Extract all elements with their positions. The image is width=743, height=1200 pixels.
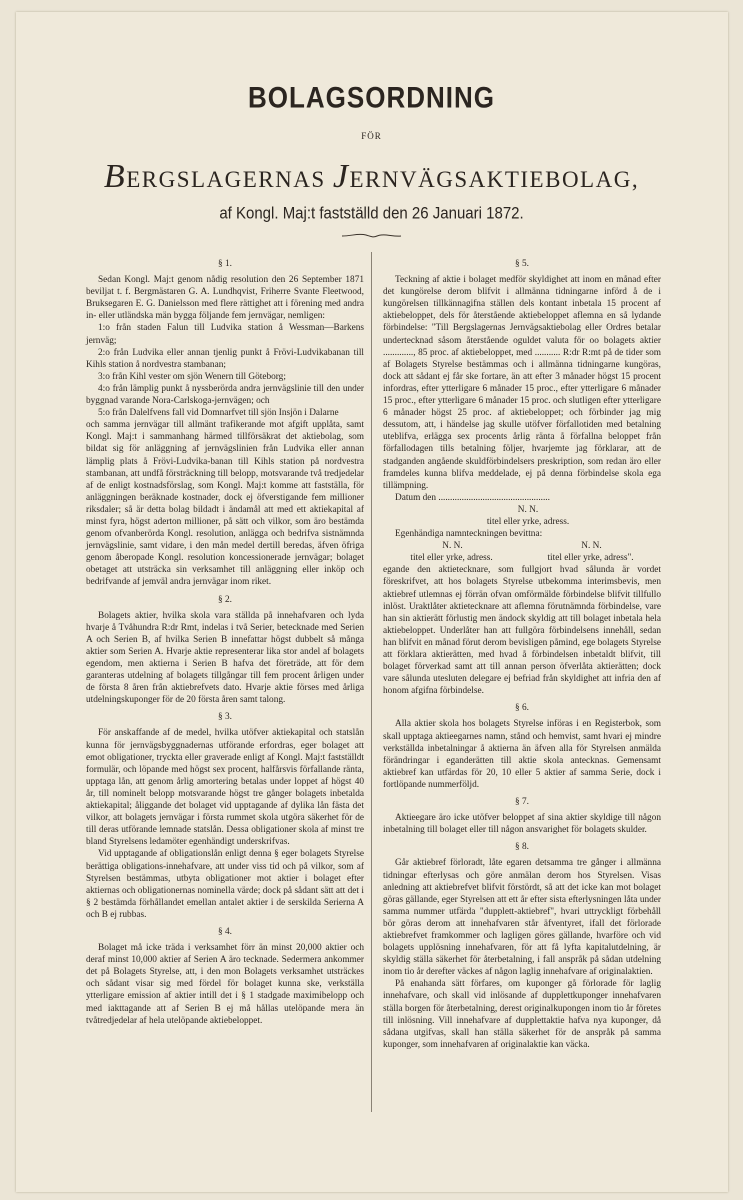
witness-label: Egenhändiga namnteckningen bevittna:: [395, 529, 543, 540]
witness-titles: [383, 552, 661, 564]
section-heading: § 2.: [218, 594, 232, 605]
section-heading: § 3.: [218, 712, 232, 723]
paragraph: Går aktiebref förloradt, låte egaren detsamma tre gånger i allmänna tidningar efterlysas och göre anmälan derom hos Styrelsen. Visas anledning att aktiebrefvet blifvit förstördt, så att det icke kan mot bolaget göras gällande, eger Styrelsen att ett år efter sista efterlysningen låta under samma nummer utfärda "dupplett-aktiebref", hvari uttryckligt förbehåll bör göras derom att innehafvaren står äfventyret, ifall det förlorade aktiebrefvet framkommer och lagligen göres gällande, hvarföre och vid bolagets upplösning innehafvaren, för att få lyfta kapitalutdelning, är skyldig ställa säkerhet för återbetalning, i fall anspråk på sådan utdelning inom tio år derefter väckes af någon laglig innehafvare af originalaktien.: [383, 858, 661, 978]
paragraph: Vid upptagande af obligationslån enligt denna § eger bolagets Styrelse berättiga obligations-innehafvare, att under viss tid och på vilkor, som af Styrelsen bestämmas, utbyta obligationer mot aktier i bolaget efter aktiernas och obligationernas nominella värde; dock på sådant sätt att det i § 2 bestämda förhållandet emellan antalet aktier i de serskilda Serierna A och B ej rubbas.: [86, 849, 364, 920]
list-item: 5:o från Dalelfvens fall vid Domnarfvet till sjön Insjön i Dalarne: [98, 408, 339, 419]
witness-title: titel eller yrke, adress.: [410, 553, 493, 564]
for-label: FÖR: [361, 131, 382, 141]
company-initial-b: B: [103, 158, 127, 195]
paragraph: Aktieegare äro icke utöfver beloppet af sina aktier skyldige till någon inbetalning till bolaget eller till någon ansvarighet för bolagets skulder.: [383, 813, 661, 836]
document-title: BOLAGSORDNING: [248, 79, 495, 115]
signature-name: N. N.: [517, 504, 539, 515]
right-column: [383, 253, 661, 1051]
paragraph: Bolaget må icke träda i verksamhet förr än minst 20,000 aktier och deraf minst 10,000 aktier af Serien A äro tecknade. Sedermera ankommer det på Bolagets Styrelse, att, i den mon Bolagets verksamhet utsträckes och sådant visar sig med fördel för bolaget kunna ske, verkställa ytterligare emission af aktier intill det i § 1 stadgade maximibelopp och med iakttagande att af Serien B ej må hållas utelöpande mera än tvåtredjedelar af hela utelöpande aktiebeloppet.: [86, 943, 364, 1026]
paragraph: egande den aktietecknare, som fullgjort hvad sålunda är vordet föreskrifvet, att hos bolagets Styrelse utbekomma interimsbevis, men aktiebref utlemnas ej förrän ofvan omförmälde förbindelse blifvit tillfullo inlöst. Uraktlåter aktietecknare att aflemna förutnämnda förbindelse, vare han sin aktierätt förlustig men ändock skyldig att till bolaget inbetala hela aktiebeloppet. Underlåter han att fullgöra förbindelsens innehåll, sedan han blifvit en månad förut derom bevisligen påmind, ege bolagets Styrelse att förklara aktierätten, med hvad å förbindelsen inbetaldt blifvit, till bolaget förverkad samt att till annan person öfverlåta aktierätten; dock vare sålunda utesluten delegare ej befriad från skyldighet att infria den af honom afgifna förbindelse.: [383, 565, 661, 697]
paragraph: Alla aktier skola hos bolagets Styrelse införas i en Registerbok, som skall upptaga aktieegarnes namn, stånd och hemvist, samt hvari ej mindre verkställda inbetalningar å aktierna än äfven alla för Styrelsen anmälda förändringar i eganderätten till aktie skola antecknas. Gemensamt aktiebref kan utfärdas för 20, 10 eller 5 aktier af samma Serie, dock i fortlöpande nummerföljd.: [383, 719, 661, 790]
company-word-2: ERNVÄGSAKTIEBOLAG,: [349, 167, 640, 192]
list-item: 3:o från Kihl vester om sjön Wenern till Göteborg;: [98, 371, 286, 382]
witness-name: N. N.: [442, 541, 463, 552]
company-word-1: ERGSLAGERNAS: [126, 167, 326, 192]
document-subtitle: af Kongl. Maj:t fastställd den 26 Januari 1872.: [219, 204, 524, 223]
witness-title: titel eller yrke, adress".: [547, 553, 634, 564]
witness-name: N. N.: [581, 541, 602, 552]
list-item: 2:o från Ludvika eller annan tjenlig punkt å Frövi-Ludvikabanan till Kihls station å nordvestra stambanan;: [86, 347, 364, 370]
list-item: 4:o från lämplig punkt å nyssberörda andra jernvägslinie till den under byggnad varande Nora-Carlskoga-jernvägen; och: [86, 383, 364, 407]
left-column: [86, 253, 364, 1027]
paragraph: Sedan Kongl. Maj:t genom nådig resolution den 26 September 1871 beviljat t. f. Bergmästaren G. A. Lundhqvist, Friherre Svante Fleetwood, Bruksegaren E. G. Danielsson med flere rättighet att i förening med andra in- eller utländska män bygga följande fem jernvägar, nemligen:: [86, 275, 364, 322]
column-divider: [371, 252, 372, 1112]
paragraph: Bolagets aktier, hvilka skola vara ställda på innehafvaren och lyda hvarje å Tvåhundra R:dr Rmt, indelas i två Serier, betecknade med Serien A och Serien B, af hvilka Serien B innefattar högst dubbelt så många aktier som Serien A. Hvarje aktie representerar lika stor andel af bolagets egendom, men aktierna i Serien B hafva det företräde, att för dem garanteras utdelning af bolagets tillgångar till fem procent årligen under de första 8 åren från aktiebrefvets dato. Hvarje aktie förses med årliga utdelningskuponger för de 20 första åren samt talong.: [86, 610, 364, 706]
paragraph: och samma jernvägar till allmänt trafikerande mot afgift upplåta, samt Kongl. Maj:t i sammanhang härmed tillförsäkrat det aktiebolag, som bildat sig för anläggning af jernvägslinien från Ludvika eller annan lämplig plats å Frövi-Ludvika-banan till Kihls station på nordvestra stambanan, att undfå försträckning till belopp, motsvarande två tredjedelar af de enligt kostnadsförslag, som Kongl. Maj:t komme att fastställa, för anläggningen beräknade kostnader, dock ej öfverstigande fem millioner riksdaler; så är detta bolag bildadt i ändamål att med ett aktiekapital af minst fyra, högst aderton millioner, på sätt och vilkor, som äro bestämda genom ofvanberörda Kongl. resolution, anlägga och bedrifva sistnämnda jernvägslinie, samt vidare, i den mån medel dertill beredas, äfven öfriga genom åberopade Kongl. resolution koncessionerade jernvägar; bolaget obetaget att utsträcka sin verksamhet till anläggning eller inköp och bedrifvande af jemväl andra jernvägar inom riket.: [86, 420, 364, 588]
section-heading: § 7.: [515, 797, 529, 808]
paragraph: För anskaffande af de medel, hvilka utöfver aktiekapital och statslån kunna för jernvägsbyggnadernas utförande erfordras, eger bolaget att emot obligationer, tryckta eller graverade enligt af Kongl. Maj:t fastställdt formulär, och löpande med högst sex procent, halfårsvis förfallande ränta, upptaga lån, att genom årlig amortering betalas under loppet af högst 40 år, till nominelt belopp motsvarande högst tre gånger bolagets inbetalda aktiekapital; åliggande det bolaget vid upptagande af dylika lån fästa det vilkor, att bolagets jernvägar i första rummet skola utgöra säkerhet för de till deras utförande lemnade statslån. Dessa obligationer skola af minst tre bland Styrelsens ledamöter egenhändigt underskrifvas.: [86, 728, 364, 848]
company-name: [0, 158, 743, 196]
section-heading: § 6.: [515, 703, 529, 714]
section-heading: § 8.: [515, 842, 529, 853]
signature-title: titel eller yrke, adress.: [486, 516, 570, 527]
ornament-divider: [340, 231, 403, 241]
company-initial-j: J: [332, 158, 350, 195]
witness-names: [383, 540, 661, 552]
section-heading: § 1.: [218, 259, 232, 269]
section-heading: § 4.: [218, 926, 232, 937]
paragraph: Teckning af aktie i bolaget medför skyldighet att inom en månad efter det kungörelse derom blifvit i allmänna tidningarne införd å de i kungörelsen tillkännagifna ställen dels kontant inbetala 15 procent af aktiebeloppet, dels för återstående aktiebeloppet aflemna en så lydande förbindelse: "Till Bergslagernas Jernvägsaktiebolag eller Ordres betalar undertecknad såsom återstående oguldet valuta för oo bolagets aktier ............., 85 proc. af aktiebeloppet, med ........... R:dr R:mt på de tider som af Bolagets Styrelse bestämmas och i allmänna tidningarne kungöras, dock att sådant ej får ske fortare, än att efter 3 månader högst 15 procent infordras, efter ytterligare 6 månader 15 proc., efter ytterligare 6 månader 15 proc., efter ytterligare 6 månader 15 proc. och slutligen efter ytterligare 6 månader högst 25 proc. af aktiebeloppet; och förbinder jag mig dessutom, att, i händelse jag skulle utöfver förfallotiden med betalning uteblifva, erlägga sex procents årlig ränta å förfallna beloppet från förfallodagen tills betalning följer, hvarjemte jag förklarar, att de stadganden angående skuldförbindelsers preskription, som redan äro eller framdeles kunna blifva meddelade, ej på denna förbindelse skola ega tillämpning.: [383, 275, 661, 491]
paragraph: På enahanda sätt förfares, om kuponger gå förlorade för laglig innehafvare, och skall vid inlösande af dupplettkuponger innehafvaren ställa borgen för återbetalning, derest originalkupongen inom tio år företes till inlösning. Vill innehafvare af dupplettaktie hafva nya kuponger, då sådana utgifvas, skall han ställa säkerhet för de anspråk på samma kuponger, som innehafvaren af originalaktie kan väcka.: [383, 979, 661, 1050]
date-line: Datum den ................................................: [395, 492, 550, 503]
section-heading: § 5.: [515, 259, 529, 269]
list-item: 1:o från staden Falun till Ludvika station å Wessman—Barkens jernväg;: [86, 323, 364, 346]
